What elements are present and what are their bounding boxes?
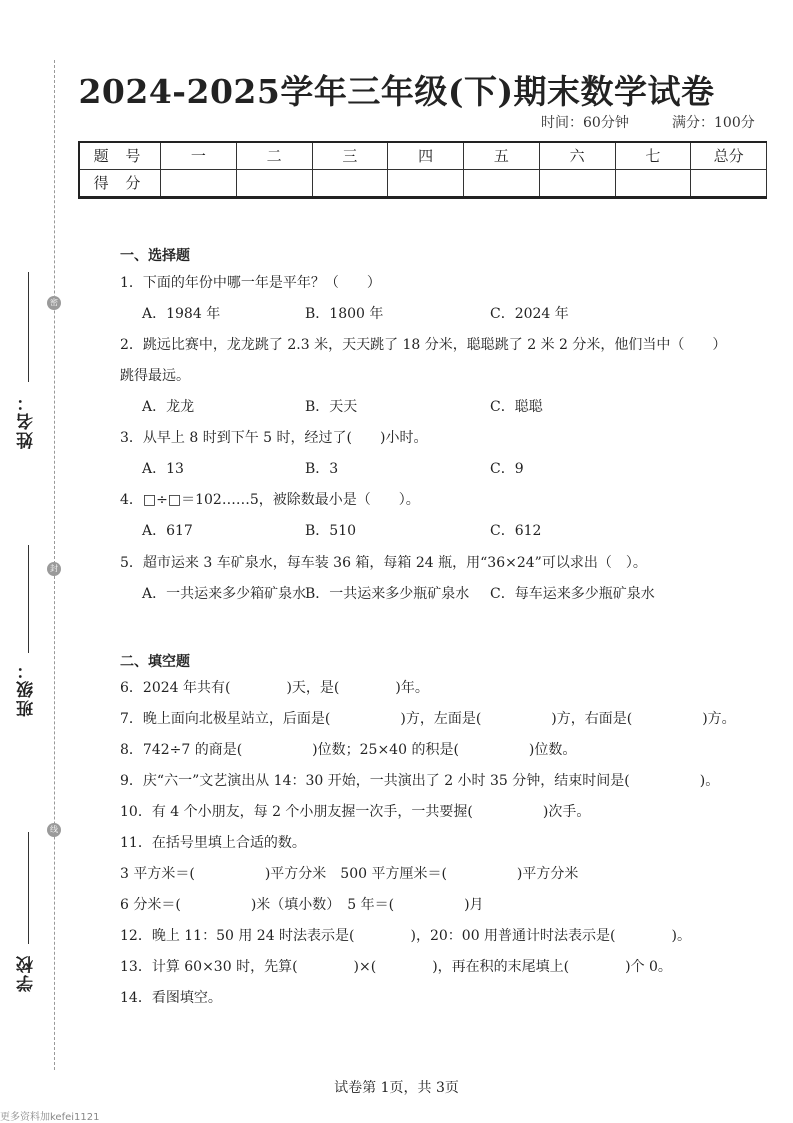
q2-option-c: C．聪聪 bbox=[490, 399, 543, 415]
school-underline bbox=[28, 832, 29, 944]
question-2-cont: 跳得最远。 bbox=[120, 368, 190, 384]
score-cell bbox=[691, 169, 767, 197]
score-cell: 二 bbox=[236, 142, 312, 169]
question-13: 13．计算 60×30 时，先算( )×( )，再在积的末尾填上( )个 0。 bbox=[120, 959, 672, 975]
score-cell: 题 号 bbox=[79, 142, 161, 169]
class-underline bbox=[28, 545, 29, 653]
q4-option-b: B．510 bbox=[305, 523, 357, 539]
page-footer: 试卷第 1页，共 3页 bbox=[334, 1080, 459, 1096]
q4-option-c: C．612 bbox=[490, 523, 542, 539]
score-cell bbox=[464, 169, 540, 197]
watermark: 更多资料加kefei1121 bbox=[0, 1112, 100, 1123]
score-cell: 三 bbox=[312, 142, 388, 169]
question-5: 5．超市运来 3 车矿泉水，每车装 36 箱，每箱 24 瓶，用“36×24”可以求出（ ）。 bbox=[120, 555, 647, 571]
school-label: 学校 bbox=[17, 954, 37, 992]
q5-option-a: A．一共运来多少箱矿泉水 bbox=[142, 586, 307, 602]
score-cell: 七 bbox=[615, 142, 691, 169]
question-7: 7．晚上面向北极星站立，后面是( )方，左面是( )方，右面是( )方。 bbox=[120, 711, 736, 727]
score-cell: 六 bbox=[539, 142, 615, 169]
q5-option-b: B．一共运来多少瓶矿泉水 bbox=[305, 586, 470, 602]
class-label: 班级： bbox=[17, 660, 37, 717]
question-11: 11．在括号里填上合适的数。 bbox=[120, 835, 306, 851]
question-3: 3．从早上 8 时到下午 5 时，经过了( )小时。 bbox=[120, 430, 428, 446]
question-11-line-b: 6 分米＝( )米（填小数） 5 年＝( )月 bbox=[120, 897, 484, 913]
question-11-line-a: 3 平方米＝( )平方分米 500 平方厘米＝( )平方分米 bbox=[120, 866, 579, 882]
question-9: 9．庆“六一”文艺演出从 14：30 开始，一共演出了 2 小时 35 分钟，结束时间是( )。 bbox=[120, 773, 720, 789]
score-cell: 得 分 bbox=[79, 169, 161, 197]
section-heading-choice: 一、选择题 bbox=[120, 248, 190, 264]
question-10: 10．有 4 个小朋友，每 2 个小朋友握一次手，一共要握( )次手。 bbox=[120, 804, 591, 820]
question-14: 14．看图填空。 bbox=[120, 990, 222, 1006]
seal-feng: 封 bbox=[47, 562, 61, 576]
q3-option-b: B．3 bbox=[305, 461, 339, 477]
score-table-score-row bbox=[79, 169, 767, 197]
q3-option-c: C．9 bbox=[490, 461, 524, 477]
score-cell bbox=[615, 169, 691, 197]
score-cell: 五 bbox=[464, 142, 540, 169]
score-cell: 一 bbox=[161, 142, 237, 169]
question-2: 2．跳远比赛中，龙龙跳了 2.3 米，天天跳了 18 分米，聪聪跳了 2 米 2 分米，他们当中（ ） bbox=[120, 337, 727, 353]
name-label: 姓名： bbox=[17, 392, 37, 449]
seal-xian: 线 bbox=[47, 823, 61, 837]
time-limit: 时间：60分钟 bbox=[541, 115, 629, 131]
score-cell: 总分 bbox=[691, 142, 767, 169]
score-cell bbox=[161, 169, 237, 197]
question-8: 8．742÷7 的商是( )位数；25×40 的积是( )位数。 bbox=[120, 742, 577, 758]
score-cell bbox=[388, 169, 464, 197]
score-cell: 四 bbox=[388, 142, 464, 169]
q1-option-a: A．1984 年 bbox=[142, 306, 221, 322]
q3-option-a: A．13 bbox=[142, 461, 184, 477]
score-cell bbox=[539, 169, 615, 197]
question-6: 6．2024 年共有( )天，是( )年。 bbox=[120, 680, 429, 696]
score-table-header-row bbox=[79, 142, 767, 169]
score-cell bbox=[236, 169, 312, 197]
page-title: 2024-2025学年三年级(下)期末数学试卷 bbox=[78, 72, 715, 111]
question-4: 4．□÷□＝102……5，被除数最小是（ ）。 bbox=[120, 492, 420, 508]
full-score: 满分：100分 bbox=[672, 115, 755, 131]
section-heading-fill: 二、填空题 bbox=[120, 654, 190, 670]
score-table bbox=[78, 141, 767, 199]
question-1: 1．下面的年份中哪一年是平年？（ ） bbox=[120, 275, 381, 291]
q5-option-c: C．每车运来多少瓶矿泉水 bbox=[490, 586, 655, 602]
q1-option-b: B．1800 年 bbox=[305, 306, 384, 322]
seal-mi: 密 bbox=[47, 296, 61, 310]
q2-option-b: B．天天 bbox=[305, 399, 358, 415]
q4-option-a: A．617 bbox=[142, 523, 193, 539]
q1-option-c: C．2024 年 bbox=[490, 306, 569, 322]
score-cell bbox=[312, 169, 388, 197]
question-12: 12．晚上 11：50 用 24 时法表示是( )，20：00 用普通计时法表示是( )。 bbox=[120, 928, 691, 944]
name-underline bbox=[28, 272, 29, 382]
q2-option-a: A．龙龙 bbox=[142, 399, 195, 415]
